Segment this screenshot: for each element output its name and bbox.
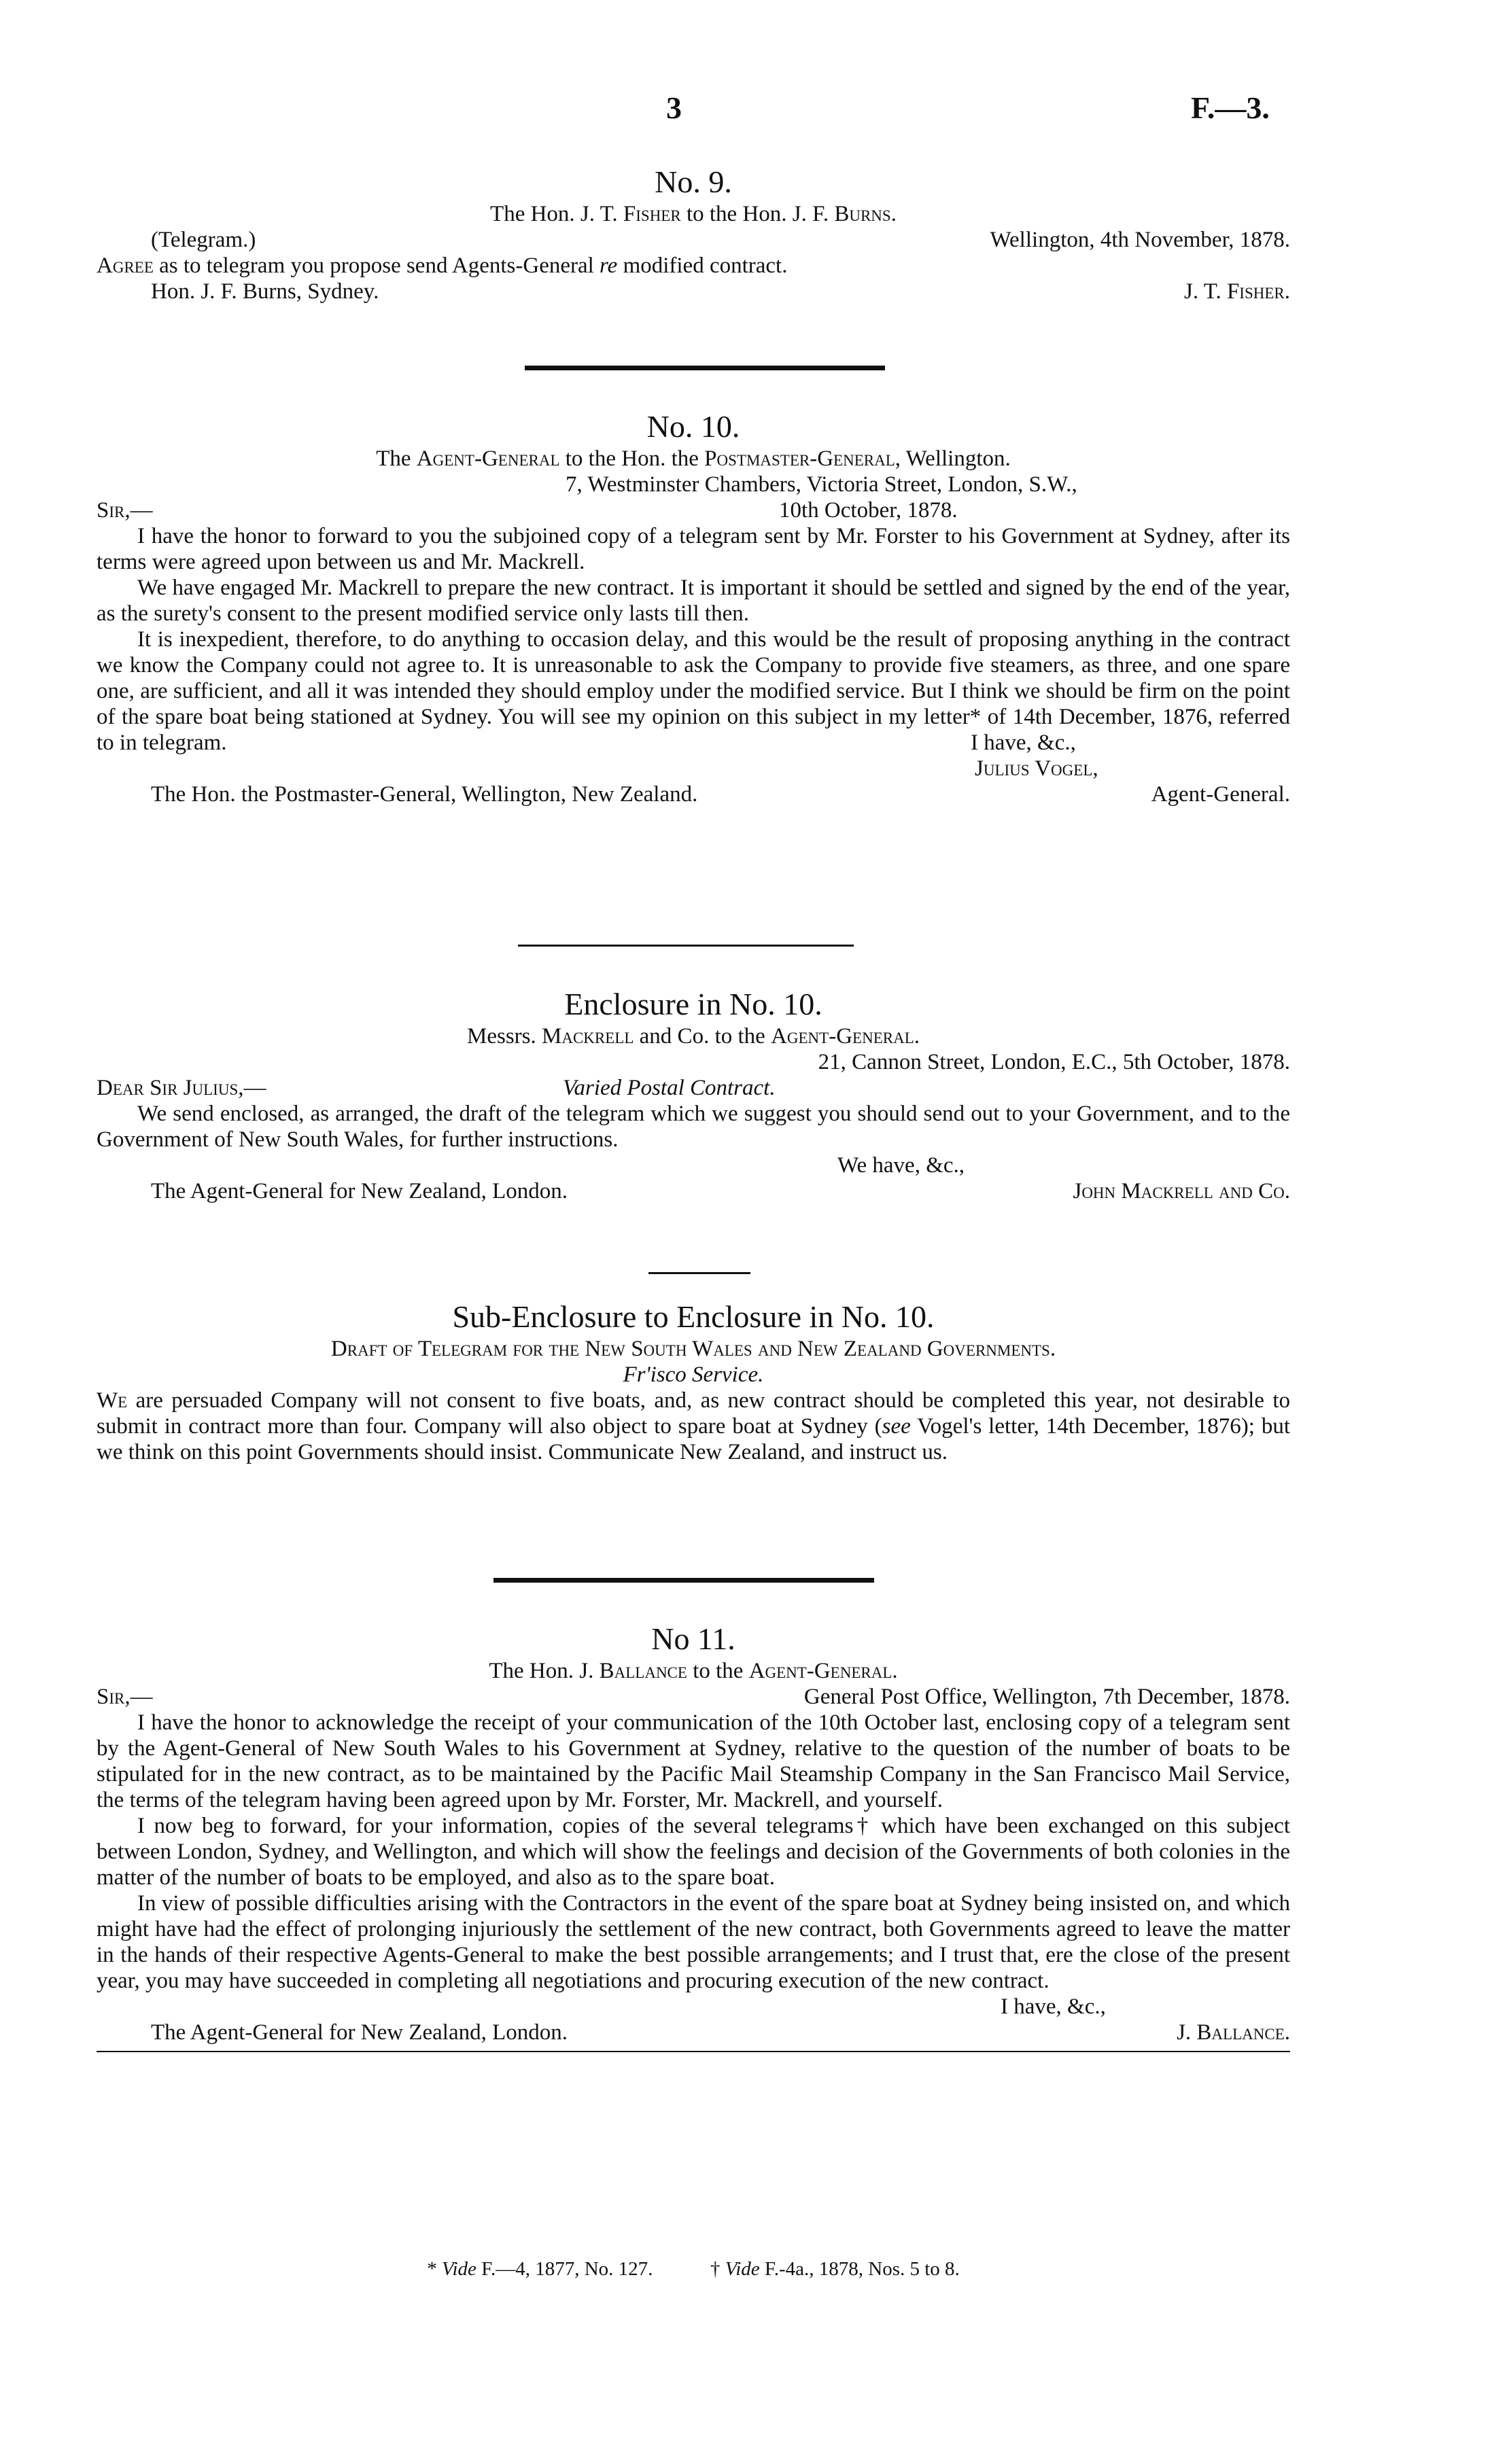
subenclosure-body: We are persuaded Company will not consent to five boats, and, as new contract should be completed this year, not desirable to submit in contract more than four. Company will also object to spare boat at Sydney (see Vogel's letter, 14th December, 1876); but we think on this point Governments should insist. Communicate New Zealand, and instruct us. bbox=[97, 1388, 1290, 1464]
enclosure-heading: Enclosure in No. 10. bbox=[564, 987, 822, 1021]
no11-address-date: General Post Office, Wellington, 7th December, 1878. bbox=[803, 1685, 1290, 1709]
enclosure-salutation-row bbox=[97, 1075, 1290, 1101]
no10-signature: Julius Vogel, bbox=[975, 756, 1098, 781]
footnotes bbox=[97, 2256, 1290, 2282]
section-no9 bbox=[97, 163, 1290, 304]
no10-subheading: The Agent-General to the Hon. the Postmaster-General, Wellington. bbox=[376, 446, 1011, 471]
footnote-rule bbox=[97, 2051, 1290, 2052]
no9-place-date: Wellington, 4th November, 1878. bbox=[990, 228, 1290, 252]
no9-addressee: Hon. J. F. Burns, Sydney. bbox=[151, 279, 379, 304]
no11-salutation: Sir,— bbox=[97, 1685, 153, 1709]
divider-rule bbox=[518, 945, 854, 947]
no9-type-row bbox=[97, 227, 1290, 253]
no10-paragraph: It is inexpedient, therefore, to do anything to occasion delay, and this would be the result of proposing anything in the contract we know the Company could not agree to. It is unreasonable to ask the Company to provide five steamers, as three, and one spare one, are sufficient, and all it was intended they should employ under the modified service. But I think we should be firm on the point of the spare boat being stationed at Sydney. You will see my opinion on this subject in my letter* of 14th December, 1876, referred to in telegram. bbox=[97, 627, 1290, 755]
no11-salutation-row bbox=[97, 1684, 1290, 1710]
no11-signature: J. Ballance. bbox=[1177, 2020, 1290, 2045]
subenclosure-subheading: Draft of Telegram for the New South Wales and New Zealand Governments. bbox=[330, 1337, 1056, 1361]
enclosure-sign-row bbox=[97, 1178, 1290, 1204]
no9-subheading: The Hon. J. T. Fisher to the Hon. J. F. Burns. bbox=[490, 202, 897, 226]
no10-addressee: The Hon. the Postmaster-General, Wellington, New Zealand. bbox=[151, 782, 698, 807]
no9-sign-row bbox=[97, 279, 1290, 304]
enclosure-subject: Varied Postal Contract. bbox=[563, 1076, 776, 1100]
no10-date: 10th October, 1878. bbox=[779, 498, 958, 523]
enclosure-addressee: The Agent-General for New Zealand, London. bbox=[151, 1179, 568, 1203]
no10-closing: I have, &c., bbox=[971, 731, 1076, 755]
section-enclosure bbox=[97, 985, 1290, 1204]
divider-rule bbox=[648, 1272, 750, 1274]
no10-salutation: Sir,— bbox=[97, 498, 153, 523]
footnote-2: † Vide F.-4a., 1878, Nos. 5 to 8. bbox=[710, 2258, 960, 2280]
footnote-1: * Vide F.—4, 1877, No. 127. bbox=[427, 2258, 653, 2280]
subenclosure-heading: Sub-Enclosure to Enclosure in No. 10. bbox=[452, 1299, 935, 1334]
page-number: 3 bbox=[666, 90, 682, 125]
no10-address: 7, Westminster Chambers, Victoria Street, London, S.W., bbox=[566, 472, 1077, 497]
enclosure-address-date: 21, Cannon Street, London, E.C., 5th October, 1878. bbox=[818, 1050, 1290, 1074]
no11-sign-row bbox=[97, 2020, 1290, 2045]
no9-type: (Telegram.) bbox=[151, 228, 256, 252]
no9-signature: J. T. Fisher. bbox=[1183, 279, 1290, 304]
no11-paragraph: In view of possible difficulties arising with the Contractors in the event of the spare boat at Sydney being insisted on, and which might have had the effect of prolonging injuriously the settlement of the new contract, both Governments agreed to leave the matter in the hands of their respective Agents-General to make the best possible arrangements; and I trust that, ere the close of the present year, you may have succeeded in completing all negotiations and procuring execution of the new contract. bbox=[97, 1891, 1290, 1993]
no11-subheading: The Hon. J. Ballance to the Agent-General. bbox=[489, 1659, 898, 1683]
no10-salutation-row bbox=[97, 497, 1290, 523]
no9-heading: No. 9. bbox=[655, 164, 732, 199]
no10-heading: No. 10. bbox=[646, 409, 740, 444]
section-no10 bbox=[97, 408, 1290, 807]
enclosure-subheading: Messrs. Mackrell and Co. to the Agent-General. bbox=[466, 1024, 920, 1049]
no11-paragraph: I have the honor to acknowledge the receipt of your communication of the 10th October last, enclosing copy of a telegram sent by the Agent-General of New South Wales to his Government at Sydney, relative to the question of the number of boats to be stipulated for in the new contract, as to be maintained by the Pacific Mail Steamship Company in the San Francisco Mail Service, the terms of the telegram having been agreed upon by Mr. Forster, Mr. Mackrell, and yourself. bbox=[97, 1710, 1290, 1812]
no10-title: Agent-General. bbox=[1151, 782, 1290, 807]
section-subenclosure bbox=[97, 1298, 1290, 1465]
section-no11 bbox=[97, 1620, 1290, 2052]
divider-rule bbox=[525, 366, 885, 370]
no11-addressee: The Agent-General for New Zealand, London. bbox=[151, 2020, 568, 2045]
subenclosure-subject: Fr'isco Service. bbox=[623, 1362, 764, 1387]
no10-sign-row bbox=[97, 781, 1290, 807]
no9-body: Agree as to telegram you propose send Agents-General re modified contract. bbox=[97, 253, 788, 278]
subenclosure-subject-line bbox=[97, 1362, 1290, 1388]
no11-closing: I have, &c., bbox=[1001, 1994, 1106, 2019]
page-header bbox=[0, 90, 1509, 136]
enclosure-paragraph: We send enclosed, as arranged, the draft of the telegram which we suggest you should send out to your Government, and to the Government of New South Wales, for further instructions. bbox=[97, 1102, 1290, 1152]
enclosure-closing: We have, &c., bbox=[837, 1153, 965, 1178]
page-reference: F.—3. bbox=[1191, 90, 1270, 125]
no10-paragraph: We have engaged Mr. Mackrell to prepare the new contract. It is important it should be settled and signed by the end of the year, as the surety's consent to the present modified service only lasts till then. bbox=[97, 576, 1290, 626]
enclosure-signature: John Mackrell and Co. bbox=[1073, 1179, 1290, 1203]
divider-rule bbox=[493, 1578, 874, 1583]
enclosure-salutation: Dear Sir Julius,— bbox=[97, 1076, 266, 1100]
no11-heading: No 11. bbox=[651, 1621, 735, 1656]
no11-paragraph: I now beg to forward, for your information, copies of the several telegrams† which have been exchanged on this subject between London, Sydney, and Wellington, and which will show the feelings and decision of the Governments of both colonies in the matter of the number of boats to be employed, and also as to the spare boat. bbox=[97, 1814, 1290, 1890]
no10-paragraph: I have the honor to forward to you the subjoined copy of a telegram sent by Mr. Forster to his Government at Sydney, after its terms were agreed upon between us and Mr. Mackrell. bbox=[97, 524, 1290, 574]
